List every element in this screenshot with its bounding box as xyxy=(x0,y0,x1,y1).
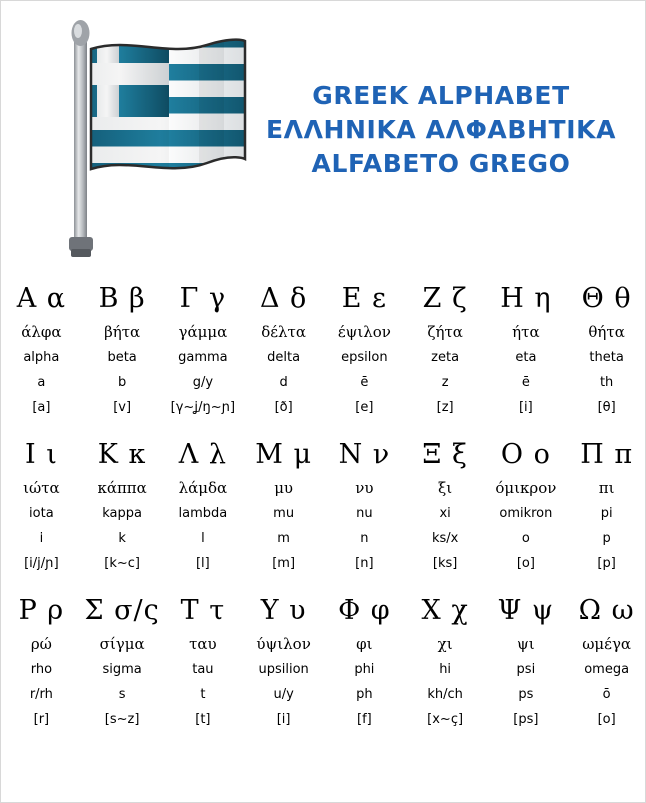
letter-ipa: [i/j/ɲ] xyxy=(24,556,59,571)
letter-cell-zeta xyxy=(405,277,486,425)
poster-title xyxy=(251,79,631,181)
letter-latin-name: xi xyxy=(439,506,451,521)
greek-flag-icon xyxy=(49,11,259,261)
letter-ipa: [z] xyxy=(436,400,454,415)
letter-glyphs: Χ χ xyxy=(421,595,469,626)
title-line-portuguese: ALFABETO GREGO xyxy=(311,149,571,178)
letter-transliteration: t xyxy=(200,687,206,702)
letter-transliteration: th xyxy=(599,375,614,390)
letter-greek-name: έψιλον xyxy=(337,323,391,341)
letter-ipa: [m] xyxy=(272,556,296,571)
alphabet-row xyxy=(1,277,646,425)
letter-transliteration: a xyxy=(37,375,46,390)
letter-cell-upsilon xyxy=(243,589,324,737)
letter-glyphs: Θ θ xyxy=(581,283,632,314)
letter-cell-beta xyxy=(82,277,163,425)
letter-glyphs: Δ δ xyxy=(259,283,308,314)
letter-cell-nu xyxy=(324,433,405,581)
letter-latin-name: tau xyxy=(192,662,214,677)
letter-greek-name: λάμδα xyxy=(178,479,228,497)
letter-glyphs: Ξ ξ xyxy=(422,439,468,470)
letter-greek-name: νυ xyxy=(355,479,374,497)
letter-glyphs: Η η xyxy=(500,283,552,314)
letter-glyphs: Ν ν xyxy=(338,439,391,470)
letter-greek-name: ρώ xyxy=(30,635,52,653)
letter-ipa: [γ~ʝ/ŋ~ɲ] xyxy=(170,400,236,415)
letter-cell-lambda xyxy=(163,433,244,581)
letter-ipa: [ps] xyxy=(513,712,539,727)
letter-greek-name: ιώτα xyxy=(23,479,60,497)
letter-transliteration: u/y xyxy=(273,687,294,702)
letter-latin-name: psi xyxy=(516,662,536,677)
letter-glyphs: Π π xyxy=(580,439,634,470)
letter-cell-mu xyxy=(243,433,324,581)
letter-latin-name: nu xyxy=(356,506,373,521)
letter-transliteration: m xyxy=(277,531,290,546)
letter-cell-pi xyxy=(566,433,646,581)
letter-latin-name: alpha xyxy=(23,350,60,365)
letter-greek-name: κάππα xyxy=(97,479,147,497)
letter-transliteration: s xyxy=(118,687,126,702)
letter-cell-sigma xyxy=(82,589,163,737)
letter-ipa: [r] xyxy=(33,712,50,727)
letter-ipa: [ð] xyxy=(274,400,293,415)
letter-cell-iota xyxy=(1,433,82,581)
letter-glyphs: Ι ι xyxy=(24,439,58,470)
letter-latin-name: iota xyxy=(29,506,54,521)
letter-latin-name: lambda xyxy=(178,506,228,521)
letter-latin-name: rho xyxy=(30,662,53,677)
letter-latin-name: pi xyxy=(600,506,613,521)
letter-greek-name: όμικρον xyxy=(495,479,557,497)
letter-glyphs: Φ φ xyxy=(338,595,391,626)
letter-glyphs: Υ υ xyxy=(260,595,307,626)
letter-latin-name: zeta xyxy=(431,350,460,365)
letter-ipa: [o] xyxy=(597,712,616,727)
letter-latin-name: delta xyxy=(267,350,301,365)
letter-ipa: [i] xyxy=(518,400,533,415)
letter-cell-delta xyxy=(243,277,324,425)
title-line-english: GREEK ALPHABET xyxy=(312,81,570,110)
letter-transliteration: z xyxy=(441,375,449,390)
letter-transliteration: i xyxy=(39,531,44,546)
letter-glyphs: Α α xyxy=(16,283,67,314)
letter-greek-name: μυ xyxy=(274,479,294,497)
letter-latin-name: omega xyxy=(584,662,630,677)
letter-cell-tau xyxy=(163,589,244,737)
letter-greek-name: θήτα xyxy=(588,323,625,341)
letter-latin-name: beta xyxy=(107,350,137,365)
letter-greek-name: φι xyxy=(356,635,373,653)
letter-greek-name: ψι xyxy=(517,635,535,653)
letter-ipa: [n] xyxy=(355,556,374,571)
letter-latin-name: epsilon xyxy=(341,350,388,365)
letter-ipa: [θ] xyxy=(597,400,616,415)
letter-transliteration: ē xyxy=(521,375,530,390)
letter-latin-name: gamma xyxy=(178,350,228,365)
letter-cell-psi xyxy=(486,589,567,737)
letter-ipa: [f] xyxy=(357,712,372,727)
letter-ipa: [i] xyxy=(276,712,291,727)
letter-transliteration: ks/x xyxy=(431,531,459,546)
letter-cell-theta xyxy=(566,277,646,425)
letter-cell-alpha xyxy=(1,277,82,425)
letter-greek-name: ωμέγα xyxy=(582,635,632,653)
letter-transliteration: r/rh xyxy=(29,687,53,702)
letter-greek-name: ύψιλον xyxy=(256,635,311,653)
letter-ipa: [v] xyxy=(113,400,132,415)
letter-ipa: [x~ç] xyxy=(427,712,464,727)
letter-transliteration: k xyxy=(118,531,126,546)
letter-ipa: [ks] xyxy=(432,556,458,571)
letter-ipa: [k~c] xyxy=(104,556,140,571)
alphabet-row xyxy=(1,433,646,581)
letter-cell-kappa xyxy=(82,433,163,581)
letter-ipa: [p] xyxy=(597,556,616,571)
letter-transliteration: ō xyxy=(602,687,611,702)
letter-latin-name: upsilion xyxy=(258,662,309,677)
letter-transliteration: n xyxy=(360,531,369,546)
letter-latin-name: phi xyxy=(354,662,375,677)
letter-cell-chi xyxy=(405,589,486,737)
letter-greek-name: ήτα xyxy=(512,323,540,341)
letter-cell-xi xyxy=(405,433,486,581)
title-line-greek: ΕΛΛΗΝΙΚΑ ΑΛΦΑΒΗΤΙΚΑ xyxy=(265,115,617,144)
letter-glyphs: Γ γ xyxy=(179,283,227,314)
letter-glyphs: Σ σ/ς xyxy=(84,595,160,626)
letter-transliteration: b xyxy=(117,375,127,390)
letter-latin-name: theta xyxy=(589,350,624,365)
alphabet-grid xyxy=(1,277,646,745)
alphabet-row xyxy=(1,589,646,737)
letter-greek-name: ζήτα xyxy=(427,323,463,341)
letter-glyphs: Ψ ψ xyxy=(497,595,555,626)
letter-ipa: [a] xyxy=(32,400,51,415)
letter-latin-name: mu xyxy=(273,506,295,521)
poster-header xyxy=(1,1,645,273)
letter-latin-name: hi xyxy=(439,662,452,677)
letter-glyphs: Ρ ρ xyxy=(18,595,65,626)
letter-glyphs: Ε ε xyxy=(341,283,388,314)
letter-greek-name: πι xyxy=(598,479,615,497)
letter-greek-name: ταυ xyxy=(189,635,217,653)
letter-greek-name: δέλτα xyxy=(261,323,306,341)
letter-latin-name: kappa xyxy=(102,506,142,521)
letter-glyphs: Ω ω xyxy=(578,595,635,626)
letter-glyphs: Β β xyxy=(98,283,146,314)
letter-cell-gamma xyxy=(163,277,244,425)
letter-greek-name: άλφα xyxy=(21,323,62,341)
letter-transliteration: p xyxy=(602,531,611,546)
letter-greek-name: ξι xyxy=(438,479,453,497)
letter-transliteration: ps xyxy=(518,687,534,702)
letter-cell-phi xyxy=(324,589,405,737)
letter-latin-name: sigma xyxy=(102,662,142,677)
letter-greek-name: βήτα xyxy=(104,323,141,341)
letter-glyphs: Ζ ζ xyxy=(422,283,468,314)
letter-latin-name: omikron xyxy=(499,506,553,521)
letter-cell-epsilon xyxy=(324,277,405,425)
letter-cell-rho xyxy=(1,589,82,737)
letter-ipa: [s~z] xyxy=(104,712,140,727)
letter-ipa: [o] xyxy=(516,556,535,571)
letter-transliteration: d xyxy=(279,375,288,390)
letter-transliteration: ph xyxy=(356,687,373,702)
letter-transliteration: l xyxy=(201,531,205,546)
letter-ipa: [t] xyxy=(195,712,211,727)
letter-transliteration: ē xyxy=(360,375,369,390)
letter-ipa: [l] xyxy=(195,556,210,571)
letter-greek-name: χι xyxy=(437,635,453,653)
letter-glyphs: Μ μ xyxy=(255,439,313,470)
letter-transliteration: g/y xyxy=(192,375,214,390)
letter-transliteration: kh/ch xyxy=(427,687,463,702)
letter-cell-omikron xyxy=(486,433,567,581)
letter-latin-name: eta xyxy=(515,350,537,365)
letter-ipa: [e] xyxy=(355,400,374,415)
letter-glyphs: Κ κ xyxy=(97,439,147,470)
letter-greek-name: γάμμα xyxy=(178,323,228,341)
letter-greek-name: σίγμα xyxy=(99,635,145,653)
letter-transliteration: o xyxy=(521,531,530,546)
letter-glyphs: Λ λ xyxy=(178,439,227,470)
letter-cell-omega xyxy=(566,589,646,737)
letter-cell-eta xyxy=(486,277,567,425)
letter-glyphs: Τ τ xyxy=(180,595,226,626)
letter-glyphs: Ο ο xyxy=(500,439,551,470)
